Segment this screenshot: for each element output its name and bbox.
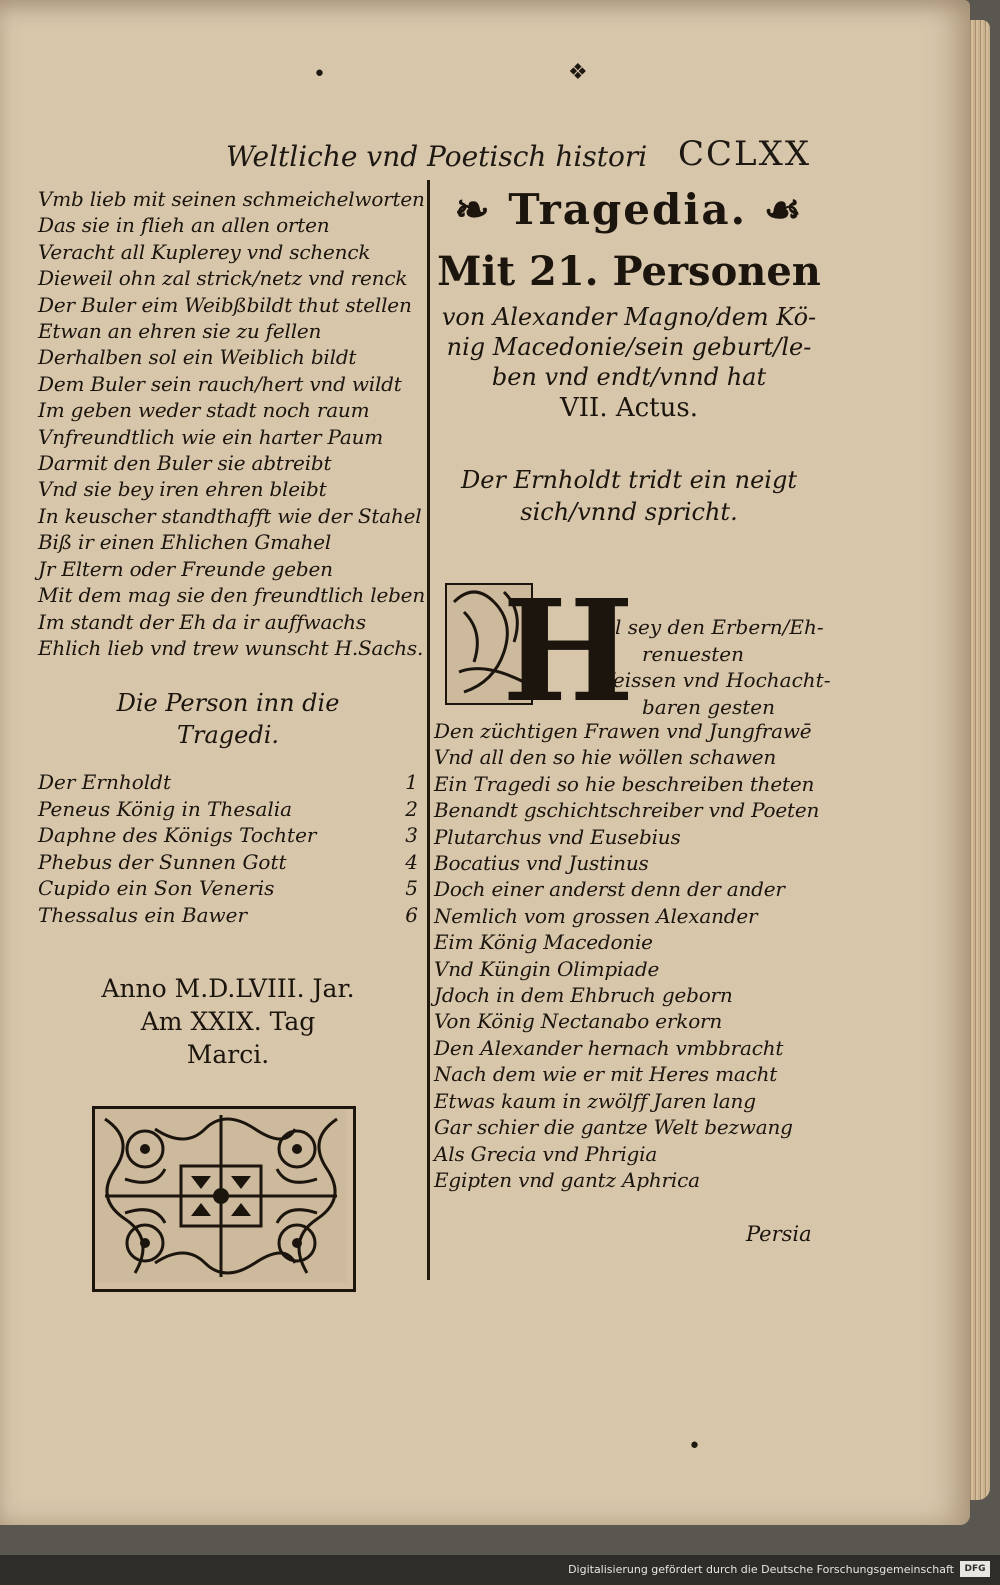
persons-heading: [38, 687, 418, 751]
person-name: Phebus der Sunnen Gott: [38, 849, 287, 874]
verse-line: Mit dem mag sie den freundtlich leben: [38, 583, 425, 608]
herald-heading-line: Der Ernholdt tridt ein neigt: [461, 466, 797, 494]
printer-mark: •: [688, 1434, 701, 1459]
list-item: [38, 875, 418, 902]
verse-line: Eil sey den Erbern/Eh-: [594, 615, 824, 639]
list-item: [38, 822, 418, 849]
person-number: 4: [405, 849, 418, 874]
verse-line: Weissen vnd Hochacht-: [594, 668, 831, 692]
date-line: Anno M.D.LVIII. Jar.: [101, 974, 355, 1004]
ornament-pattern: [95, 1109, 347, 1283]
printer-mark: •: [313, 62, 326, 87]
verse-line: Dem Buler sein rauch/hert vnd wildt: [38, 371, 402, 396]
verse-line: Vnd Küngin Olimpiade: [434, 956, 660, 981]
acts-line: VII. Actus.: [560, 393, 698, 423]
verse-line: Vnd sie bey iren ehren bleibt: [38, 477, 327, 502]
verse-line: Etwan an ehren sie zu fellen: [38, 319, 322, 344]
verse-line: Der Buler eim Weibßbildt thut stellen: [38, 292, 412, 317]
person-name: Peneus König in Thesalia: [38, 796, 293, 821]
person-number: 2: [405, 796, 418, 821]
footer-credit: Digitalisierung gefördert durch die Deutsche Forschungsgemeinschaft: [568, 1563, 954, 1576]
person-name: Der Ernholdt: [38, 770, 171, 795]
verse-line: Biß ir einen Ehlichen Gmahel: [38, 530, 332, 555]
verse-line: Bocatius vnd Justinus: [434, 851, 649, 876]
verse-line: Den züchtigen Frawen vnd Jungfrawē: [434, 719, 812, 743]
verse-line: Ehlich lieb vnd trew wunscht H.Sachs.: [38, 635, 424, 660]
verse-line: Jr Eltern oder Freunde geben: [38, 556, 333, 581]
verse-line: Plutarchus vnd Eusebius: [434, 824, 681, 849]
decorated-initial: [444, 570, 635, 734]
herald-heading-line: sich/vnnd spricht.: [520, 498, 738, 526]
verse-line: Jdoch in dem Ehbruch geborn: [434, 983, 733, 1008]
list-item: [38, 796, 418, 823]
verse-line: Egipten vnd gantz Aphrica: [434, 1167, 700, 1192]
verse-line: Vnd all den so hie wöllen schawen: [434, 745, 777, 770]
person-name: Daphne des Königs Tochter: [38, 823, 317, 848]
persons-list: [38, 769, 418, 928]
verse-line: Vmb lieb mit seinen schmeichelworten: [38, 187, 425, 211]
verse-line: Im geben weder stadt noch raum: [38, 398, 370, 423]
left-verses: [38, 186, 425, 661]
verse-line: Nach dem wie er mit Heres macht: [434, 1062, 778, 1087]
date-line: Am XXIX. Tag: [140, 1007, 316, 1037]
verse-line: Gar schier die gantze Welt bezwang: [434, 1115, 793, 1140]
verse-line: Eim König Macedonie: [434, 930, 653, 955]
verse-line: Veracht all Kuplerey vnd schenck: [38, 239, 371, 264]
initial-letter: H: [502, 570, 635, 734]
play-subtitle: Mit 21. Personen: [437, 248, 821, 295]
verse-line: baren gesten: [642, 694, 776, 719]
right-verses: [434, 718, 824, 1193]
verse-line: Benandt gschichtschreiber vnd Poeten: [434, 798, 820, 823]
persons-heading-line: Tragedi.: [176, 721, 280, 750]
catchword: Persia: [746, 1222, 812, 1246]
verse-line: Etwas kaum in zwölff Jaren lang: [434, 1088, 756, 1113]
verse-line: Das sie in flieh an allen orten: [38, 213, 330, 238]
description-line: ben vnd endt/vnnd hat: [491, 363, 767, 391]
fleuron-right-icon: ☙: [747, 185, 804, 234]
initial-text: [594, 614, 831, 720]
verse-line: Den Alexander hernach vmbbracht: [434, 1035, 784, 1060]
list-item: [38, 849, 418, 876]
verse-line: Doch einer anderst denn der ander: [434, 877, 785, 902]
printer-mark: ❖: [568, 60, 588, 85]
verse-line: Als Grecia vnd Phrigia: [434, 1141, 658, 1166]
description-line: von Alexander Magno/dem Kö-: [441, 303, 817, 331]
play-description: [434, 302, 824, 424]
verse-line: Darmit den Buler sie abtreibt: [38, 451, 332, 476]
verse-line: renuesten: [642, 641, 745, 666]
person-number: 3: [405, 823, 418, 848]
person-number: 6: [405, 902, 418, 927]
verse-line: Derhalben sol ein Weiblich bildt: [38, 345, 357, 370]
woodcut-ornament: [92, 1106, 356, 1292]
verse-line: Nemlich vom grossen Alexander: [434, 903, 758, 928]
persons-heading-line: Die Person inn die: [116, 689, 340, 718]
person-name: Thessalus ein Bawer: [38, 902, 248, 927]
date-block: [38, 972, 418, 1071]
verse-line: Dieweil ohn zal strick/netz vnd renck: [38, 266, 408, 291]
person-name: Cupido ein Son Veneris: [38, 876, 275, 901]
verse-line: Von König Nectanabo erkorn: [434, 1009, 723, 1034]
column-rule: [427, 180, 430, 1280]
right-column: [434, 185, 831, 1193]
play-title-text: Tragedia.: [508, 185, 748, 234]
description-line: nig Macedonie/sein geburt/le-: [446, 333, 812, 361]
verse-line: Vnfreundtlich wie ein harter Paum: [38, 424, 384, 449]
list-item: [38, 902, 418, 929]
verse-line: Im standt der Eh da ir auffwachs: [38, 609, 366, 634]
running-title: Weltliche vnd Poetisch histori: [226, 140, 648, 173]
play-title: [434, 186, 824, 234]
person-number: 5: [405, 876, 418, 901]
verse-line: Ein Tragedi so hie beschreiben theten: [434, 771, 815, 796]
dfg-logo-icon: DFG: [960, 1561, 990, 1577]
verse-line: In keuscher standthafft wie der Stahel: [38, 503, 422, 528]
list-item: [38, 769, 418, 796]
herald-heading: [434, 464, 824, 528]
date-line: Marci.: [186, 1040, 270, 1070]
folio-number: CCLXX: [678, 134, 812, 174]
left-column: [38, 186, 425, 1071]
person-number: 1: [405, 770, 418, 795]
fleuron-left-icon: ❧: [454, 185, 509, 234]
